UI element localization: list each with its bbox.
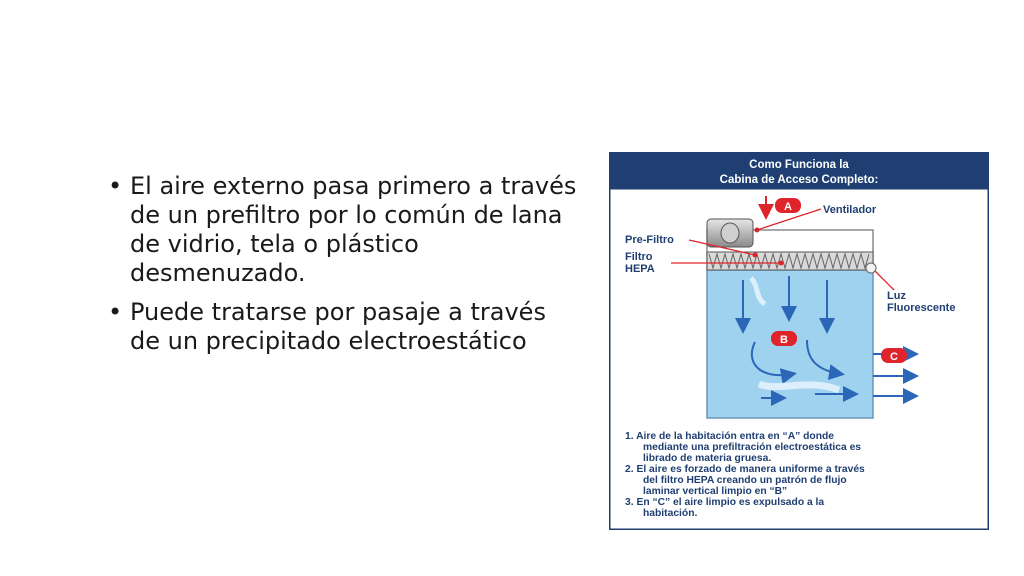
diagram-title-line2: Cabina de Acceso Completo: bbox=[719, 174, 879, 186]
label-hepa: HEPA bbox=[625, 263, 655, 275]
svg-text:A: A bbox=[784, 201, 792, 213]
bullet-text: El aire externo pasa primero a través de un prefiltro por lo común de lana de vidrio, tela o plástico desmenuzado. bbox=[130, 172, 577, 287]
diagram-title-line1: Como Funciona la bbox=[749, 159, 849, 171]
label-filtro: Filtro bbox=[625, 251, 653, 263]
note-line: del filtro HEPA creando un patrón de flujo bbox=[643, 475, 847, 486]
note-line: librado de materia gruesa. bbox=[643, 453, 772, 464]
bullet-dot: • bbox=[108, 172, 123, 200]
cabinet-diagram bbox=[609, 152, 989, 530]
note-line: habitación. bbox=[643, 508, 698, 519]
svg-text:B: B bbox=[780, 334, 788, 346]
svg-text:C: C bbox=[890, 351, 898, 363]
note-line: 3. En “C” el aire limpio es expulsado a la bbox=[625, 497, 825, 508]
note-line: laminar vertical limpio en “B” bbox=[643, 486, 788, 497]
label-ventilador: Ventilador bbox=[823, 204, 877, 216]
bullet-text: Puede tratarse por pasaje a través de un precipitado electroestático bbox=[130, 298, 546, 355]
note-line: 2. El aire es forzado de manera uniforme a través bbox=[625, 464, 865, 475]
note-line: mediante una prefiltración electroestática es bbox=[643, 442, 862, 453]
bullet-item bbox=[108, 298, 578, 356]
bullet-item bbox=[108, 172, 578, 288]
note-line: 1. Aire de la habitación entra en “A” donde bbox=[625, 431, 835, 442]
label-prefiltro: Pre-Filtro bbox=[625, 234, 674, 246]
fluorescent-light-icon bbox=[866, 263, 876, 273]
label-fluorescente: Fluorescente bbox=[887, 302, 956, 314]
bullet-dot: • bbox=[108, 298, 123, 326]
hepa-filter bbox=[707, 252, 873, 270]
bullet-list bbox=[108, 172, 578, 366]
label-luz: Luz bbox=[887, 290, 906, 302]
